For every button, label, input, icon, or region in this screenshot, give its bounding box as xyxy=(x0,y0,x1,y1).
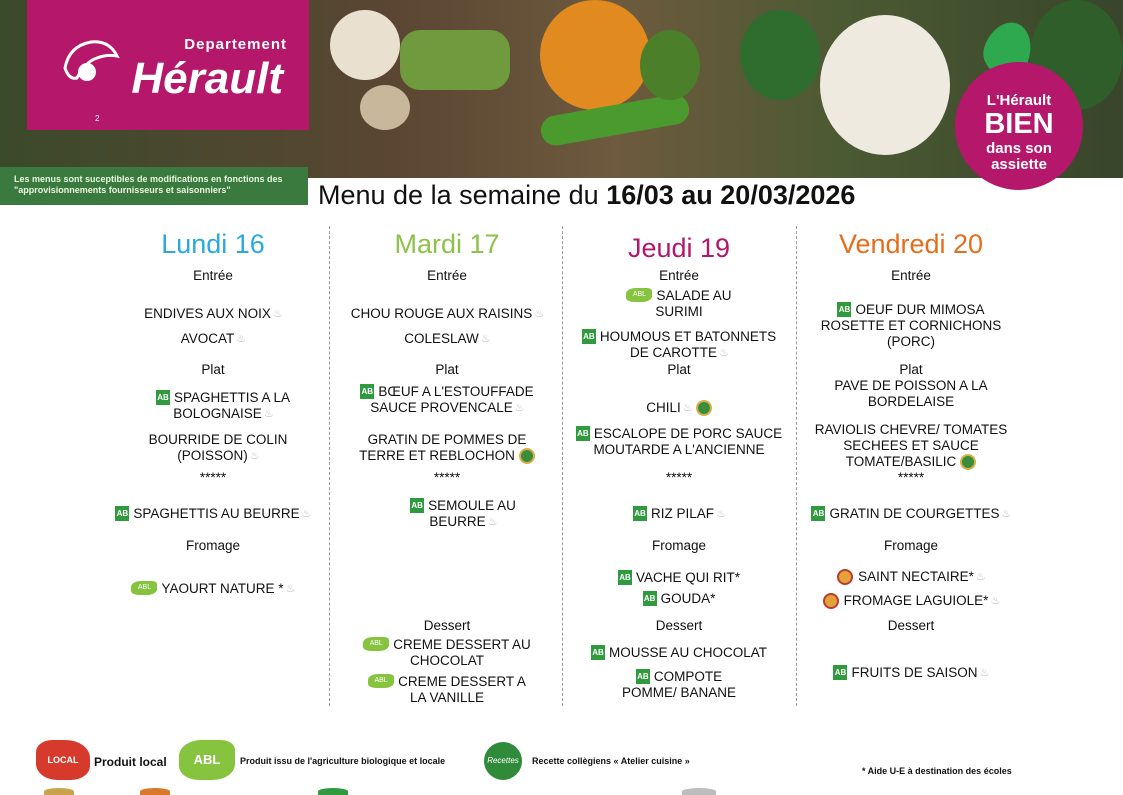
organic-ab-icon: AB xyxy=(833,665,847,680)
page-title xyxy=(318,180,855,211)
menu-item: CHOU ROUGE AUX RAISINS ♨ xyxy=(350,306,545,321)
menu-item: PAVE DE POISSON A LA BORDELAISE xyxy=(834,378,988,409)
entree-label: Entrée xyxy=(891,268,931,283)
abl-icon: ABL xyxy=(368,674,394,688)
menu-item: AB GOUDA* xyxy=(643,591,716,606)
dessert-label: Dessert xyxy=(423,618,471,633)
local-product-icon: LOCAL xyxy=(36,740,90,780)
title-dates: 16/03 au 20/03/2026 xyxy=(606,180,856,210)
organic-ab-icon: AB xyxy=(360,384,374,399)
menu-item: AB GRATIN DE COURGETTES ♨ xyxy=(812,506,1012,521)
herault-map-icon xyxy=(57,28,127,98)
chef-icon: ♨ xyxy=(719,347,729,359)
dessert-label: Dessert xyxy=(655,618,703,633)
abl-legend-icon: ABL xyxy=(179,740,235,780)
menu-item: GRATIN DE POMMES DE TERRE ET REBLOCHON xyxy=(352,432,542,464)
day-title: Mardi 17 xyxy=(394,229,500,259)
menu-item: AB BŒUF A L'ESTOUFFADE SAUCE PROVENCALE ♨ xyxy=(361,384,534,415)
legend xyxy=(0,730,1123,795)
menu-item: AVOCAT ♨ xyxy=(180,331,247,346)
day-title: Lundi 16 xyxy=(161,229,265,259)
chef-icon: ♨ xyxy=(301,508,312,520)
menu-item: COLESLAW ♨ xyxy=(404,331,491,346)
organic-ab-icon: AB xyxy=(633,506,647,521)
menu-item: AB ESCALOPE DE PORC SAUCE MOUTARDE A L'ANCIENNE xyxy=(577,426,783,457)
fromage-label: Fromage xyxy=(883,538,939,553)
menu-item: ABL CREME DESSERT AU CHOCOLAT xyxy=(360,637,534,669)
entree-label: Entrée xyxy=(427,268,467,283)
legend-note: * Aide U-E à destination des écoles xyxy=(862,766,1012,776)
chef-icon: ♨ xyxy=(975,571,986,583)
chef-icon: ♨ xyxy=(487,516,498,528)
plat-label: Plat xyxy=(435,362,459,377)
chef-icon: ♨ xyxy=(716,508,726,520)
plat-label: Plat xyxy=(201,362,225,377)
dessert-label: Dessert xyxy=(887,618,935,633)
menu-item: BOURRIDE DE COLIN (POISSON) ♨ xyxy=(148,432,288,463)
menu-item: ABL YAOURT NATURE * ♨ xyxy=(100,581,326,597)
menu-item: AB SEMOULE AU BEURRE ♨ xyxy=(411,498,516,529)
aop-label-icon xyxy=(837,569,853,585)
entree-label: Entrée xyxy=(193,268,233,283)
title-prefix: Menu de la semaine du xyxy=(318,180,599,210)
separator-stars: ***** xyxy=(433,470,461,485)
recipe-icon xyxy=(696,400,712,416)
menu-item: AB OEUF DUR MIMOSA ROSETTE ET CORNICHONS (PORC) xyxy=(820,302,1002,349)
notice-text: Les menus sont suceptibles de modifications en fonctions des "approvisionnements fournisseurs et saisonniers" xyxy=(0,167,308,205)
chef-icon: ♨ xyxy=(534,308,545,320)
day-column-lundi xyxy=(100,226,326,706)
department-name: Hérault xyxy=(131,54,283,103)
menu-item: ABL SALADE AU SURIMI xyxy=(626,288,732,320)
separator-stars: ***** xyxy=(199,470,227,485)
badge-line3: dans son xyxy=(986,140,1052,157)
plat-label: Plat xyxy=(667,362,691,377)
menu-item: SAINT NECTAIRE* ♨ xyxy=(800,569,1022,585)
abl-icon: ABL xyxy=(626,288,652,302)
organic-ab-icon: AB xyxy=(643,591,657,606)
legend-recipe-text: Recette collègiens « Atelier cuisine » xyxy=(532,756,690,766)
cauliflower-image xyxy=(820,15,950,155)
organic-ab-icon: AB xyxy=(576,426,590,441)
day-column-jeudi xyxy=(566,226,792,706)
cabbage-image xyxy=(640,30,700,100)
chef-icon: ♨ xyxy=(263,408,274,420)
chef-icon: ♨ xyxy=(480,333,491,345)
menu-item: AB RIZ PILAF ♨ xyxy=(634,506,726,521)
menu-item: ABL CREME DESSERT A LA VANILLE xyxy=(364,674,530,706)
chef-icon: ♨ xyxy=(1001,508,1012,520)
menu-item: AB SPAGHETTIS AU BEURRE ♨ xyxy=(116,506,312,521)
label-icon xyxy=(140,788,170,795)
menu-item: RAVIOLIS CHEVRE/ TOMATES SECHEES ET SAUCE TOMATE/BASILIC xyxy=(814,422,1008,469)
menu-item: ENDIVES AUX NOIX ♨ xyxy=(144,306,283,321)
legend-local-text: Produit local xyxy=(94,755,167,769)
column-divider xyxy=(562,226,563,706)
aop-label-icon xyxy=(823,593,839,609)
bien-dans-son-assiette-badge xyxy=(955,62,1083,190)
menu-item: AB HOUMOUS ET BATONNETS DE CAROTTE ♨ xyxy=(583,329,777,360)
separator-stars: ***** xyxy=(897,470,925,485)
recipe-icon xyxy=(519,448,535,464)
chef-icon: ♨ xyxy=(682,402,693,414)
day-title: Jeudi 19 xyxy=(627,233,731,263)
organic-ab-icon: AB xyxy=(582,329,596,344)
mushroom-image xyxy=(360,85,410,130)
label-icon xyxy=(318,788,348,795)
organic-ab-icon: AB xyxy=(636,669,650,684)
pepper-image xyxy=(540,0,650,110)
organic-ab-icon: AB xyxy=(410,498,424,513)
day-column-mardi xyxy=(334,226,560,706)
column-divider xyxy=(329,226,330,706)
label-icon xyxy=(44,788,74,795)
chef-icon: ♨ xyxy=(236,333,247,345)
menu-item: AB MOUSSE AU CHOCOLAT xyxy=(592,645,768,660)
chef-icon: ♨ xyxy=(285,583,296,595)
organic-ab-icon: AB xyxy=(591,645,605,660)
badge-line4: assiette xyxy=(991,156,1047,173)
organic-ab-icon: AB xyxy=(115,506,129,521)
fromage-label: Fromage xyxy=(185,538,241,553)
chef-icon: ♨ xyxy=(990,595,1001,607)
column-divider xyxy=(796,226,797,706)
separator-stars: ***** xyxy=(665,470,693,485)
legend-abl-text: Produit issu de l'agriculture biologique et locale xyxy=(240,756,446,766)
badge-line1: L'Hérault xyxy=(986,92,1052,109)
recipe-legend-icon: Recettes xyxy=(484,742,522,780)
menu-item: AB VACHE QUI RIT* xyxy=(619,570,740,585)
chef-icon: ♨ xyxy=(249,450,260,462)
chef-icon: ♨ xyxy=(514,402,525,414)
garlic-image xyxy=(330,10,400,80)
menu-item: AB SPAGHETTIS A LA BOLOGNAISE ♨ xyxy=(157,390,291,421)
menu-item: FROMAGE LAGUIOLE* ♨ xyxy=(800,593,1022,609)
plat-label: Plat xyxy=(899,362,923,377)
day-title: Vendredi 20 xyxy=(838,229,984,259)
logo-small-mark: 2 xyxy=(95,114,100,123)
asparagus-image xyxy=(400,30,510,90)
badge-line2: BIEN xyxy=(984,108,1054,140)
chef-icon: ♨ xyxy=(979,667,990,679)
menu-item: CHILI ♨ xyxy=(566,400,792,416)
recipe-icon xyxy=(960,454,976,470)
abl-icon: ABL xyxy=(363,637,389,651)
abl-icon: ABL xyxy=(131,581,157,595)
menu-item: AB FRUITS DE SAISON ♨ xyxy=(834,665,990,680)
fromage-label: Fromage xyxy=(651,538,707,553)
organic-ab-icon: AB xyxy=(837,302,851,317)
entree-label: Entrée xyxy=(659,268,699,283)
chef-icon: ♨ xyxy=(272,308,283,320)
broccoli-image xyxy=(740,10,820,100)
department-label: Departement xyxy=(184,36,287,53)
organic-ab-icon: AB xyxy=(618,570,632,585)
department-logo xyxy=(27,0,309,130)
organic-ab-icon: AB xyxy=(811,506,825,521)
organic-ab-icon: AB xyxy=(156,390,170,405)
label-icon xyxy=(682,788,716,795)
day-column-vendredi xyxy=(800,226,1022,706)
menu-item: AB COMPOTE POMME/ BANANE xyxy=(621,669,737,700)
